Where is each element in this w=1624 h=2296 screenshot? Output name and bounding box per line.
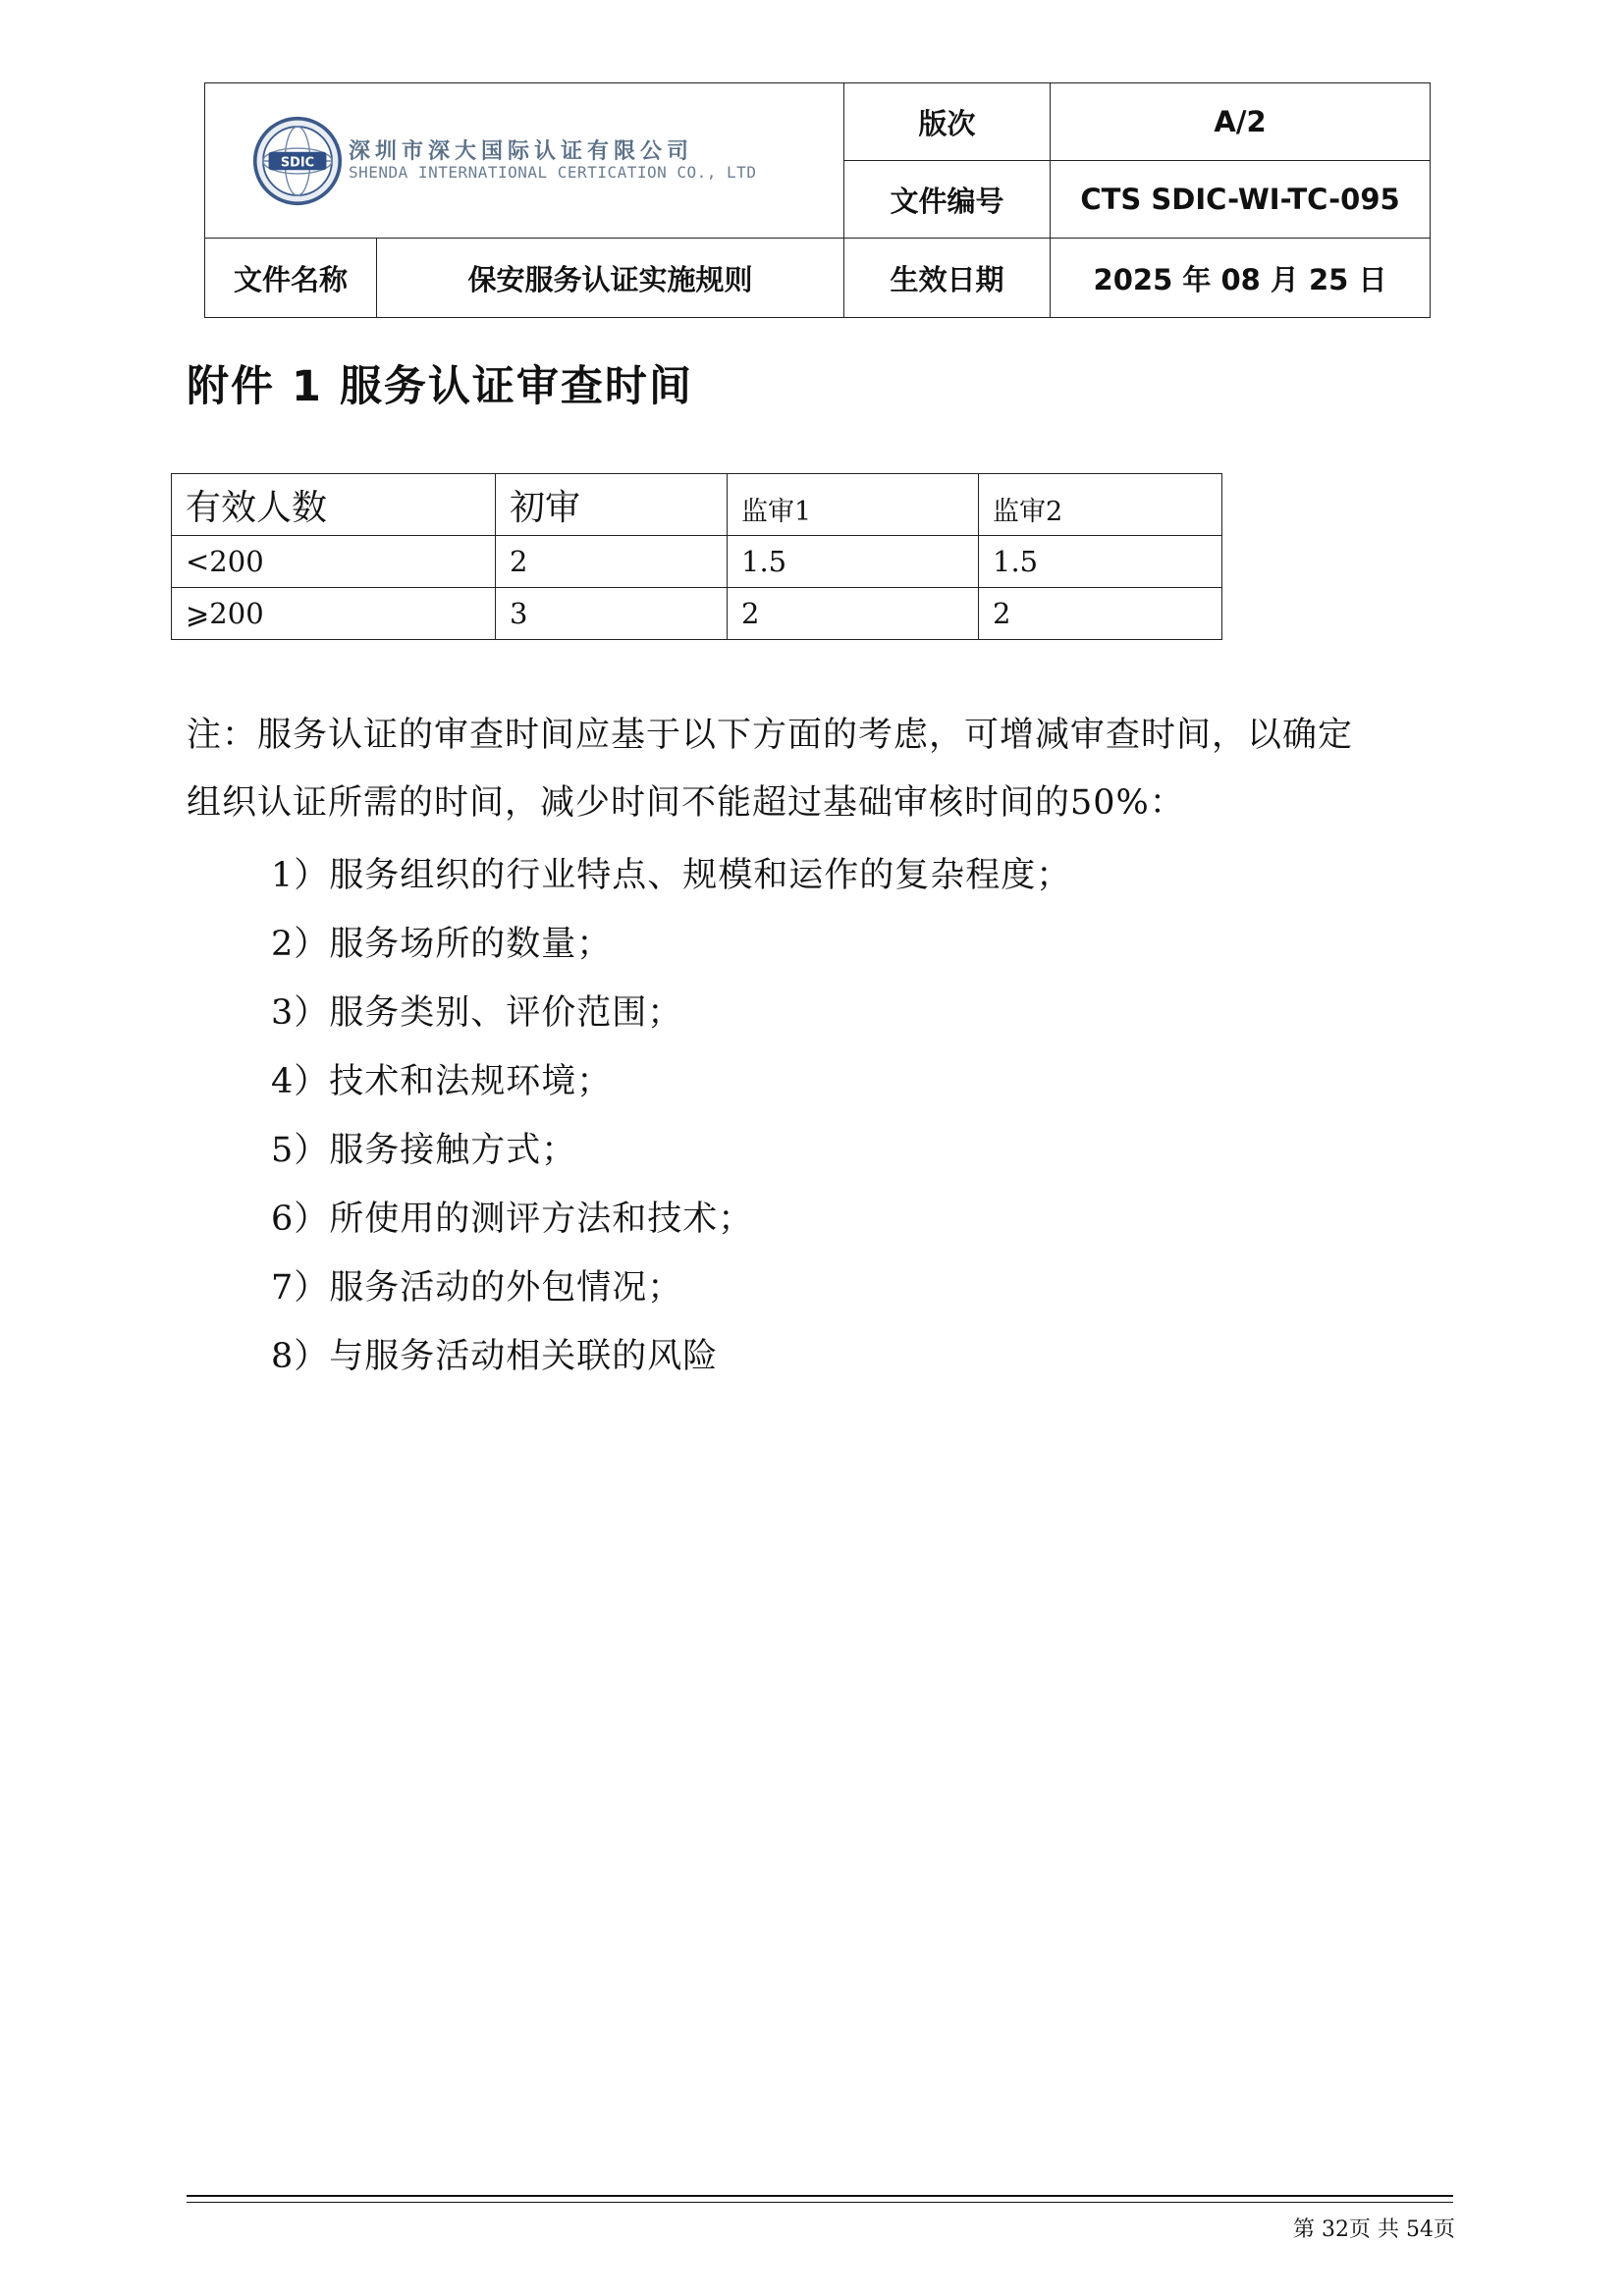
list-item: 5）服务接触方式； (271, 1131, 577, 1170)
table-cell: 2 (979, 588, 1222, 640)
effective-date-label: 生效日期 (844, 239, 1051, 318)
column-header: 初审 (496, 474, 728, 536)
footer-rule (187, 2195, 1453, 2197)
company-name-en: SHENDA INTERNATIONAL CERTICATION CO., LTD (349, 162, 757, 182)
table-cell: 2 (728, 588, 979, 640)
company-logo-cell (205, 83, 844, 239)
doc-number-value: CTS SDIC-WI-TC-095 (1051, 161, 1431, 239)
list-item: 1）服务组织的行业特点、规模和运作的复杂程度； (271, 856, 1072, 895)
doc-number-label: 文件编号 (844, 161, 1051, 239)
company-logo-emblem (252, 116, 343, 206)
column-header: 监审2 (979, 474, 1222, 536)
effective-date-value: 2025 年 08 月 25 日 (1051, 239, 1431, 318)
table-row (172, 588, 1222, 640)
footer-rule (187, 2202, 1453, 2203)
list-item: 2）服务场所的数量； (271, 925, 613, 964)
table-cell: 1.5 (728, 536, 979, 588)
note-line: 组织认证所需的时间，减少时间不能超过基础审核时间的50%： (187, 783, 1185, 823)
doc-name-value: 保安服务认证实施规则 (377, 239, 844, 318)
table-cell: ⩾200 (172, 588, 496, 640)
list-item: 4）技术和法规环境； (271, 1062, 613, 1101)
table-cell: 3 (496, 588, 728, 640)
note-line: 注：服务认证的审查时间应基于以下方面的考虑，可增减审查时间，以确定 (187, 716, 1354, 755)
table-cell: <200 (172, 536, 496, 588)
appendix-heading: 附件 1 服务认证审查时间 (187, 362, 693, 411)
company-name-cn: 深圳市深大国际认证有限公司 (349, 138, 694, 164)
list-item: 7）服务活动的外包情况； (271, 1268, 683, 1308)
table-row (172, 536, 1222, 588)
column-header: 监审1 (728, 474, 979, 536)
list-item: 8）与服务活动相关联的风险 (271, 1337, 719, 1376)
column-header: 有效人数 (172, 474, 496, 536)
list-item: 6）所使用的测评方法和技术； (271, 1200, 754, 1239)
page-number: 第 32页 共 54页 (1293, 2217, 1455, 2242)
table-header-row (172, 474, 1222, 536)
version-value: A/2 (1051, 83, 1431, 161)
version-label: 版次 (844, 83, 1051, 161)
audit-time-table (171, 473, 1222, 640)
document-header-table (204, 82, 1431, 318)
factor-list (271, 841, 1071, 1391)
list-item: 3）服务类别、评价范围； (271, 993, 683, 1033)
doc-name-label: 文件名称 (205, 239, 377, 318)
table-cell: 1.5 (979, 536, 1222, 588)
table-cell: 2 (496, 536, 728, 588)
note-paragraph (187, 702, 1463, 837)
logo-sdic-text: SDIC (280, 155, 315, 171)
